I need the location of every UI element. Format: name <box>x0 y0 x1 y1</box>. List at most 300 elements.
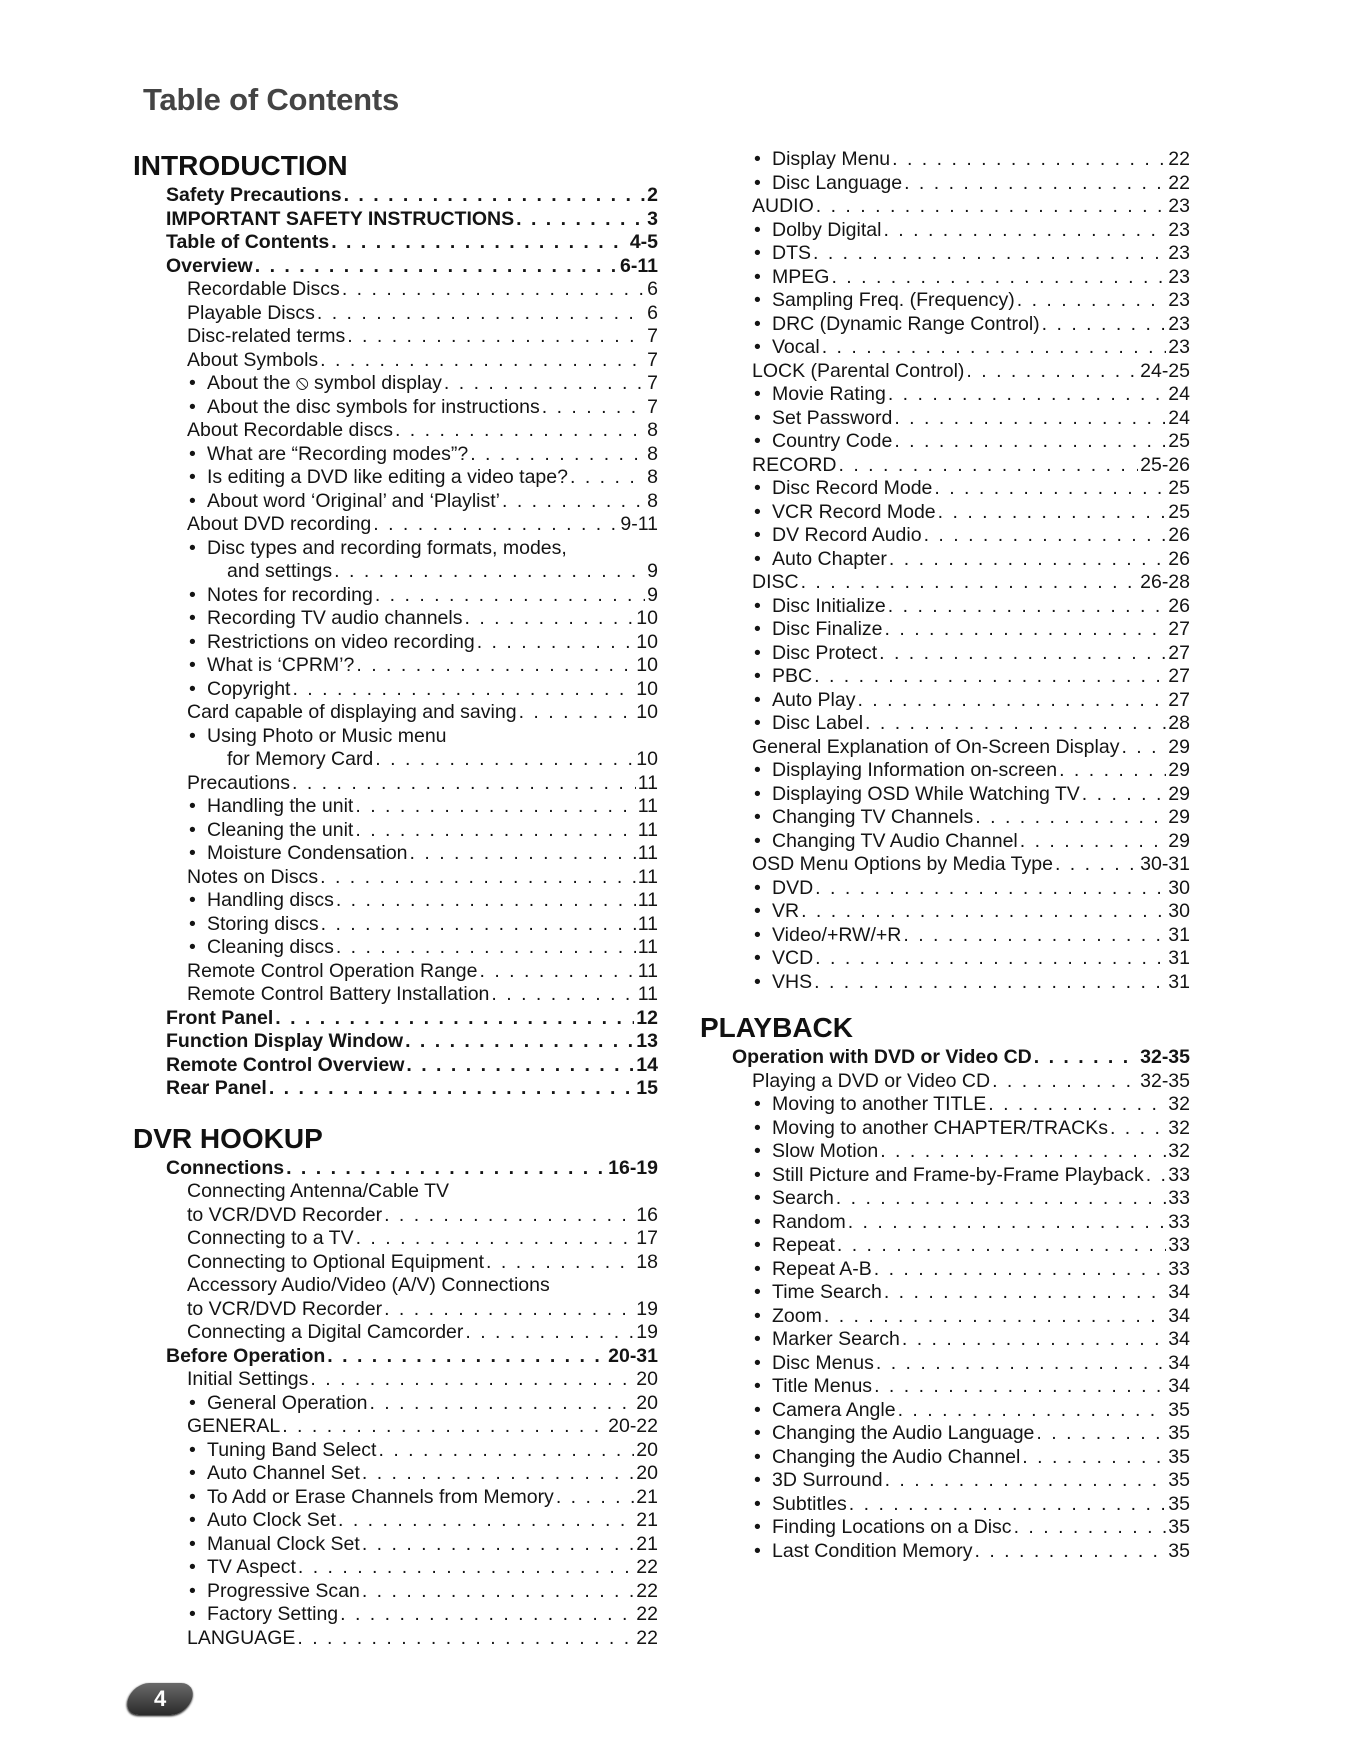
dot-leader <box>1014 1516 1167 1540</box>
dot-leader <box>344 184 646 208</box>
toc-entry <box>133 231 658 255</box>
dot-leader <box>992 1070 1138 1094</box>
toc-entry-title: • Title Menus <box>772 1375 872 1399</box>
toc-entry-page: 25-26 <box>1140 453 1190 476</box>
toc-entry <box>700 971 1190 995</box>
toc-entry <box>133 1603 658 1627</box>
dot-leader <box>975 1540 1167 1564</box>
toc-entry-page: 23 <box>1168 265 1190 288</box>
toc-entry-page: 8 <box>647 489 658 512</box>
toc-entry <box>133 1556 658 1580</box>
toc-entry-page: 20 <box>636 1391 658 1414</box>
toc-entry-page: 31 <box>1168 923 1190 946</box>
toc-entry <box>133 1392 658 1416</box>
dot-leader <box>334 560 645 584</box>
toc-entry-title: • Using Photo or Music menu <box>207 725 447 749</box>
toc-entry <box>133 1345 658 1369</box>
toc-entry-title: • Set Password <box>772 407 892 431</box>
toc-entry-page: 6 <box>647 278 658 300</box>
dot-leader <box>292 678 634 702</box>
dot-leader <box>836 1187 1167 1211</box>
dot-leader <box>816 195 1167 219</box>
page-title: Table of Contents <box>143 82 400 117</box>
dot-leader <box>255 255 618 279</box>
toc-entry <box>700 1516 1190 1540</box>
toc-entry-page: 32 <box>1168 1116 1190 1139</box>
toc-entry-page: 21 <box>636 1532 658 1555</box>
toc-entry-title: Function Display Window <box>166 1030 404 1052</box>
toc-section <box>133 148 658 1101</box>
toc-entry <box>133 584 658 608</box>
toc-entry <box>700 383 1190 407</box>
toc-entry <box>700 712 1190 736</box>
toc-entry-page: 35 <box>1168 1516 1190 1538</box>
toc-entry <box>133 349 658 373</box>
toc-entry <box>133 936 658 960</box>
toc-entry <box>700 407 1190 431</box>
toc-entry-title: • Disc types and recording formats, modes, <box>207 537 567 561</box>
toc-entry <box>700 313 1190 337</box>
dot-leader <box>269 1077 634 1101</box>
dot-leader <box>347 325 645 349</box>
toc-entry <box>133 1627 658 1651</box>
dot-leader <box>1055 853 1138 877</box>
dot-leader <box>556 1486 634 1510</box>
toc-entry-page: 3 <box>647 207 658 230</box>
toc-entry-title: • VCD <box>772 947 813 971</box>
toc-entry <box>700 195 1190 219</box>
dot-leader <box>542 396 645 420</box>
dot-leader <box>384 1298 634 1322</box>
toc-entry <box>700 242 1190 266</box>
toc-entry-page: 22 <box>636 1579 658 1602</box>
toc-entry-page: 32-35 <box>1140 1069 1190 1092</box>
toc-entry <box>133 1227 658 1251</box>
toc-entry-title: • VCR Record Mode <box>772 501 936 525</box>
toc-entry <box>133 678 658 702</box>
toc-entry-page: 27 <box>1168 665 1190 687</box>
dot-leader <box>297 1627 634 1651</box>
toc-entry <box>133 1439 658 1463</box>
toc-entry <box>700 1328 1190 1352</box>
dot-leader <box>938 501 1167 525</box>
toc-entry-title: to VCR/DVD Recorder <box>187 1203 383 1226</box>
dot-leader <box>375 748 634 772</box>
toc-entry-page: 11 <box>637 842 658 864</box>
toc-entry <box>133 1533 658 1557</box>
toc-entry-page: 6 <box>647 301 658 324</box>
toc-entry-title: • Vocal <box>772 336 820 360</box>
toc-entry-title: • VHS <box>772 971 812 995</box>
dot-leader <box>310 1368 634 1392</box>
dot-leader <box>966 360 1138 384</box>
toc-entry <box>133 607 658 631</box>
toc-entry-title: • Changing TV Channels <box>772 806 973 830</box>
toc-entry-title: • Time Search <box>772 1281 882 1305</box>
toc-entry-title: About Symbols <box>187 348 319 371</box>
toc-entry <box>700 736 1190 760</box>
toc-entry-page: 8 <box>647 466 658 488</box>
toc-entry-page: 29 <box>1168 782 1190 805</box>
dot-leader <box>369 1392 634 1416</box>
toc-entry-page: 27 <box>1168 618 1190 640</box>
toc-entry-page: 18 <box>636 1250 658 1273</box>
toc-entry-title: • General Operation <box>207 1392 367 1416</box>
toc-entry-title: • MPEG <box>772 266 829 290</box>
toc-entry <box>700 924 1190 948</box>
dot-leader <box>327 1345 606 1369</box>
toc-entry-page: 4-5 <box>629 231 658 253</box>
toc-entry-title: • Handling the unit <box>207 795 353 819</box>
toc-entry-page: 20 <box>636 1438 658 1461</box>
dot-leader <box>880 1140 1166 1164</box>
toc-entry-page: 2 <box>647 184 658 206</box>
toc-entry <box>133 889 658 913</box>
toc-entry-page: 23 <box>1168 312 1190 335</box>
toc-entry <box>133 1509 658 1533</box>
toc-entry-title: • Slow Motion <box>772 1140 878 1164</box>
toc-entry-page: 33 <box>1168 1210 1190 1233</box>
dot-leader <box>1042 313 1167 337</box>
toc-entry-title: • Last Condition Memory <box>772 1540 973 1564</box>
toc-entry <box>133 1321 658 1345</box>
toc-entry-title: • Auto Channel Set <box>207 1462 360 1486</box>
toc-entry <box>700 172 1190 196</box>
toc-entry <box>700 595 1190 619</box>
page-number: 4 <box>153 1686 167 1711</box>
toc-entry <box>133 1580 658 1604</box>
toc-entry-title: • Disc Protect <box>772 642 877 666</box>
toc-entry-title: • Sampling Freq. (Frequency) <box>772 289 1015 313</box>
dot-leader <box>342 278 645 302</box>
toc-entry <box>700 571 1190 595</box>
toc-entry-page: 16 <box>636 1203 658 1226</box>
dot-leader <box>815 877 1166 901</box>
toc-entry-title: • About the ⦸ symbol display <box>207 372 442 396</box>
dot-leader <box>331 231 628 255</box>
toc-entry <box>133 490 658 514</box>
toc-entry <box>133 302 658 326</box>
dot-leader <box>848 1211 1167 1235</box>
toc-entry-page: 25 <box>1168 500 1190 523</box>
toc-entry-title: Front Panel <box>166 1006 274 1029</box>
toc-entry-title: Notes on Discs <box>187 865 319 888</box>
toc-entry-page: 17 <box>636 1227 658 1249</box>
toc-entry-title: • DRC (Dynamic Range Control) <box>772 313 1040 337</box>
dot-leader <box>934 477 1166 501</box>
toc-entry-title: • Manual Clock Set <box>207 1533 360 1557</box>
toc-entry-title: Card capable of displaying and saving <box>187 701 517 723</box>
toc-entry-page: 19 <box>636 1297 658 1320</box>
toc-entry-title: • Country Code <box>772 430 892 454</box>
toc-entry-page: 30 <box>1168 900 1190 922</box>
toc-entry-page: 29 <box>1168 829 1190 852</box>
toc-entry <box>133 560 658 584</box>
toc-entry <box>133 443 658 467</box>
toc-entry <box>133 748 658 772</box>
toc-entry-page: 30 <box>1168 876 1190 899</box>
toc-entry-page: 32 <box>1168 1093 1190 1115</box>
toc-entry-title: Connecting to a TV <box>187 1227 354 1249</box>
toc-entry <box>700 1399 1190 1423</box>
dot-leader <box>839 454 1139 478</box>
toc-entry-page: 13 <box>636 1030 658 1052</box>
toc-entry-title: IMPORTANT SAFETY INSTRUCTIONS <box>166 207 515 230</box>
toc-entry-title: GENERAL <box>187 1415 281 1437</box>
dot-leader <box>894 407 1166 431</box>
toc-entry-title: • Zoom <box>772 1305 822 1329</box>
toc-entry <box>133 1180 658 1204</box>
toc-entry-page: 11 <box>637 795 658 817</box>
toc-entry <box>700 454 1190 478</box>
toc-entry <box>700 1422 1190 1446</box>
toc-entry <box>700 1046 1190 1070</box>
toc-entry-page: 7 <box>647 325 658 347</box>
toc-entry-page: 14 <box>636 1053 658 1076</box>
dot-leader <box>362 1533 634 1557</box>
dot-leader <box>465 1321 634 1345</box>
toc-section <box>700 1010 1190 1563</box>
toc-entry-page: 33 <box>1168 1187 1190 1209</box>
toc-section <box>700 148 1190 994</box>
toc-entry-title: and settings <box>227 560 333 582</box>
dot-leader <box>894 430 1166 454</box>
toc-entry <box>700 618 1190 642</box>
dot-leader <box>362 1580 634 1604</box>
dot-leader <box>336 936 636 960</box>
toc-entry-page: 32-35 <box>1140 1046 1190 1068</box>
dot-leader <box>321 913 636 937</box>
toc-entry-title: • Movie Rating <box>772 383 886 407</box>
toc-entry-title: • Disc Label <box>772 712 863 736</box>
dot-leader <box>874 1258 1167 1282</box>
toc-entry-title: • Display Menu <box>772 148 890 172</box>
toc-entry-page: 33 <box>1168 1163 1190 1186</box>
toc-entry-page: 35 <box>1168 1398 1190 1421</box>
toc-entry <box>133 184 658 208</box>
toc-entry <box>700 1093 1190 1117</box>
toc-entry-page: 35 <box>1168 1445 1190 1468</box>
toc-entry <box>700 1469 1190 1493</box>
toc-entry <box>133 1007 658 1031</box>
dot-leader <box>824 1305 1166 1329</box>
dot-leader <box>375 584 645 608</box>
toc-entry-page: 24 <box>1168 383 1190 405</box>
toc-entry-title: • Disc Menus <box>772 1352 874 1376</box>
toc-entry-page: 25 <box>1168 430 1190 452</box>
toc-entry-page: 9-11 <box>620 513 658 535</box>
toc-entry-page: 29 <box>1168 735 1190 758</box>
dot-leader <box>1017 289 1167 313</box>
toc-entry-page: 33 <box>1168 1234 1190 1256</box>
toc-entry-page: 11 <box>637 889 658 911</box>
toc-entry-page: 23 <box>1168 195 1190 217</box>
toc-entry-title: LANGUAGE <box>187 1626 296 1649</box>
dot-leader <box>857 689 1166 713</box>
toc-entry <box>700 1117 1190 1141</box>
toc-entry <box>700 1305 1190 1329</box>
dot-leader <box>286 1157 606 1181</box>
dot-leader <box>924 524 1167 548</box>
toc-entry <box>133 1486 658 1510</box>
toc-entry <box>700 853 1190 877</box>
dot-leader <box>801 571 1139 595</box>
toc-entry-page: 29 <box>1168 806 1190 828</box>
toc-entry <box>133 1368 658 1392</box>
toc-entry-page: 24-25 <box>1140 359 1190 382</box>
toc-entry-title: • Displaying Information on-screen <box>772 759 1057 783</box>
toc-entry-page: 20-31 <box>608 1344 658 1367</box>
toc-entry <box>700 1164 1190 1188</box>
toc-entry-title: • Disc Language <box>772 172 902 196</box>
toc-entry-title: • Copyright <box>207 678 290 702</box>
toc-entry-page: 26-28 <box>1140 571 1190 593</box>
toc-entry-page: 8 <box>647 442 658 465</box>
dot-leader <box>356 1227 635 1251</box>
toc-entry-title: Recordable Discs <box>187 278 340 300</box>
dot-leader <box>486 1251 634 1275</box>
toc-entry-page: 7 <box>647 372 658 394</box>
toc-entry <box>700 548 1190 572</box>
dot-leader <box>837 1234 1166 1258</box>
toc-entry <box>700 477 1190 501</box>
dot-leader <box>480 960 636 984</box>
dot-leader <box>491 983 635 1007</box>
toc-entry-page: 35 <box>1168 1469 1190 1491</box>
page-number-badge <box>123 1683 197 1715</box>
toc-entry-title: • Factory Setting <box>207 1603 338 1627</box>
toc-entry-title: • Disc Initialize <box>772 595 886 619</box>
toc-entry-title: • Disc Record Mode <box>772 477 932 501</box>
toc-entry <box>133 819 658 843</box>
toc-entry-title: • Progressive Scan <box>207 1580 360 1604</box>
dot-leader <box>822 336 1167 360</box>
dot-leader <box>1022 1446 1166 1470</box>
toc-entry-title: • Displaying OSD While Watching TV <box>772 783 1080 807</box>
dot-leader <box>898 1399 1167 1423</box>
toc-entry-title: Remote Control Battery Installation <box>187 983 490 1005</box>
toc-entry-title: About Recordable discs <box>187 419 393 441</box>
toc-entry-title: • DTS <box>772 242 811 266</box>
toc-entry-page: 22 <box>1168 148 1190 170</box>
toc-entry-page: 23 <box>1168 289 1190 311</box>
dot-leader <box>570 466 645 490</box>
toc-entry-page: 7 <box>647 348 658 371</box>
toc-entry-title: • About the disc symbols for instructions <box>207 396 540 420</box>
toc-entry <box>700 1140 1190 1164</box>
toc-entry-page: 25 <box>1168 477 1190 499</box>
toc-entry-title: Operation with DVD or Video CD <box>732 1046 1032 1068</box>
dot-leader <box>865 712 1166 736</box>
toc-entry-title: • Disc Finalize <box>772 618 883 642</box>
toc-entry-title: • Cleaning the unit <box>207 819 353 843</box>
toc-entry-page: 10 <box>636 607 658 629</box>
dot-leader <box>876 1352 1166 1376</box>
dot-leader <box>1059 759 1166 783</box>
dot-leader <box>340 1603 634 1627</box>
toc-entry <box>133 396 658 420</box>
toc-entry-title: for Memory Card <box>227 748 374 770</box>
toc-entry-title: • Tuning Band Select <box>207 1439 376 1463</box>
toc-entry-page: 19 <box>636 1321 658 1343</box>
toc-entry-title: • Auto Chapter <box>772 548 887 572</box>
toc-entry-page: 10 <box>636 630 658 653</box>
toc-entry-page: 33 <box>1168 1257 1190 1280</box>
toc-entry-title: • About word ‘Original’ and ‘Playlist’ <box>207 490 500 514</box>
toc-entry-title: Connecting a Digital Camcorder <box>187 1321 464 1343</box>
toc-entry-title: Safety Precautions <box>166 184 342 206</box>
toc-entry <box>133 913 658 937</box>
toc-entry <box>700 1352 1190 1376</box>
toc-entry-title: • Recording TV audio channels <box>207 607 462 631</box>
toc-entry-page: 9 <box>647 560 658 582</box>
section-heading: DVR HOOKUP <box>133 1122 323 1154</box>
toc-entry-title: • Moving to another TITLE <box>772 1093 986 1117</box>
dot-leader <box>889 548 1166 572</box>
toc-entry-title: • Handling discs <box>207 889 334 913</box>
dot-leader <box>464 607 634 631</box>
toc-entry <box>700 1446 1190 1470</box>
dot-leader <box>470 443 645 467</box>
toc-entry-title: About DVD recording <box>187 513 372 535</box>
dot-leader <box>885 618 1167 642</box>
toc-entry-page: 23 <box>1168 218 1190 241</box>
toc-entry <box>700 1281 1190 1305</box>
toc-entry <box>700 1211 1190 1235</box>
toc-entry-page: 35 <box>1168 1539 1190 1562</box>
toc-entry <box>133 419 658 443</box>
toc-entry-page: 30-31 <box>1140 853 1190 875</box>
toc-entry-title: • Moving to another CHAPTER/TRACKs <box>772 1117 1108 1141</box>
toc-entry-page: 20 <box>636 1368 658 1390</box>
toc-entry-page: 24 <box>1168 406 1190 429</box>
toc-entry-title: OSD Menu Options by Media Type <box>752 853 1053 875</box>
toc-entry <box>133 795 658 819</box>
toc-entry <box>700 900 1190 924</box>
dot-leader <box>849 1493 1167 1517</box>
toc-entry <box>133 1298 658 1322</box>
toc-entry-title: • Changing TV Audio Channel <box>772 830 1018 854</box>
toc-entry-page: 31 <box>1168 947 1190 969</box>
section-heading: PLAYBACK <box>700 1012 853 1043</box>
toc-entry-page: 26 <box>1168 524 1190 546</box>
dot-leader <box>405 1030 634 1054</box>
toc-entry <box>133 255 658 279</box>
toc-entry <box>700 759 1190 783</box>
toc-entry-page: 26 <box>1168 594 1190 617</box>
toc-entry-title: • To Add or Erase Channels from Memory <box>207 1486 554 1510</box>
toc-entry-title: • TV Aspect <box>207 1556 296 1580</box>
toc-entry-page: 34 <box>1168 1304 1190 1327</box>
toc-entry-page: 11 <box>637 959 658 982</box>
dot-leader <box>814 665 1166 689</box>
dot-leader <box>975 806 1166 830</box>
toc-entry-title: Remote Control Operation Range <box>187 959 478 982</box>
toc-entry-title: • PBC <box>772 665 812 689</box>
dot-leader <box>298 1556 634 1580</box>
toc-section <box>133 1121 658 1651</box>
toc-entry-page: 27 <box>1168 688 1190 711</box>
toc-entry-title: Initial Settings <box>187 1368 309 1390</box>
dot-leader <box>904 172 1166 196</box>
toc-entry-title: • Search <box>772 1187 834 1211</box>
toc-entry-title: • Repeat <box>772 1234 835 1258</box>
toc-entry-page: 20 <box>636 1462 658 1484</box>
toc-entry <box>700 266 1190 290</box>
dot-leader <box>883 219 1166 243</box>
toc-entry <box>700 524 1190 548</box>
toc-entry-title: • Video/+RW/+R <box>772 924 901 948</box>
